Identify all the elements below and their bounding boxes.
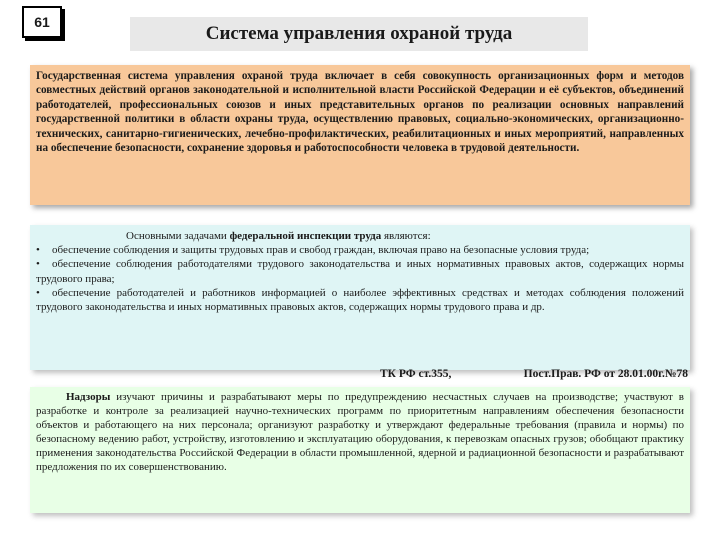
list-item [36,257,684,285]
list-item-text: обеспечение работодателей и работников информацией о наиболее эффективных средствах и методах соблюдения положений трудового законодательства и иных нормативных правовых актов, содержащих нормы трудового права и др. [36,286,684,314]
tasks-lead-prefix: Основными задачами [126,230,230,242]
tasks-lead-suffix: являются: [381,230,431,242]
references-row [30,368,690,384]
bullet-icon: • [36,244,40,257]
slide-number: 61 [34,14,50,30]
list-item [36,243,684,257]
bullet-icon: • [36,286,40,299]
tasks-lead-bold: федеральной инспекции труда [229,230,382,242]
supervision-box [30,387,690,513]
reference-labor-code: ТК РФ ст.355, [380,368,452,380]
page-title: Система управления охраной труда [205,23,513,44]
supervision-bold: Надзоры [66,391,111,403]
list-item-text: обеспечение соблюдения работодателями трудового законодательства и иных нормативных правовых актов, содержащих нормы трудового права; [36,258,684,285]
tasks-box [30,225,690,370]
reference-government-decree: Пост.Прав. РФ от 28.01.00г.№78 [523,368,688,380]
bullet-icon: • [36,258,40,271]
page-title-bar [130,17,588,51]
list-item [36,286,684,314]
tasks-lead [36,229,684,243]
supervision-text: изучают причины и разрабатывают меры по предупреждению несчастных случаев на производстве; участвуют в разработке и контроле за реализацией научно-технических программ по приоритетным направлениям обеспечения безопасности объектов и работающего на них персонала; организуют разработку и утверждают федеральные требования (правила и нормы) по безопасному ведению работ, устройству, изготовлению и эксплуатацию оборудования, к перевозкам опасных грузов; обобщают практику применения законодательства Российской Федерации в области промышленной, ядерной и радиационной безопасности и разрабатывают предложения по их совершенствованию. [36,391,684,473]
definition-box [30,65,690,205]
list-item-text: обеспечение соблюдения и защиты трудовых прав и свобод граждан, включая право на безопасные условия труда; [52,244,590,257]
slide-number-badge [22,6,62,38]
definition-text: Государственная система управления охраной труда включает в себя совокупность организационных форм и методов совместных действий органов законодательной и исполнительной власти Российской Федерации и её субъектов, объединений работодателей, профессиональных союзов и иных представительных органов по реализации основных направлений государственной политики в области охраны труда, осуществлению правовых, социально-экономических, организационно-технических, санитарно-гигиенических, лечебно-профилактических, реабилитационных и иных мероприятий, направленных на обеспечение безопасности, сохранение здоровья и работоспособности человека в трудовой деятельности. [36,70,684,155]
